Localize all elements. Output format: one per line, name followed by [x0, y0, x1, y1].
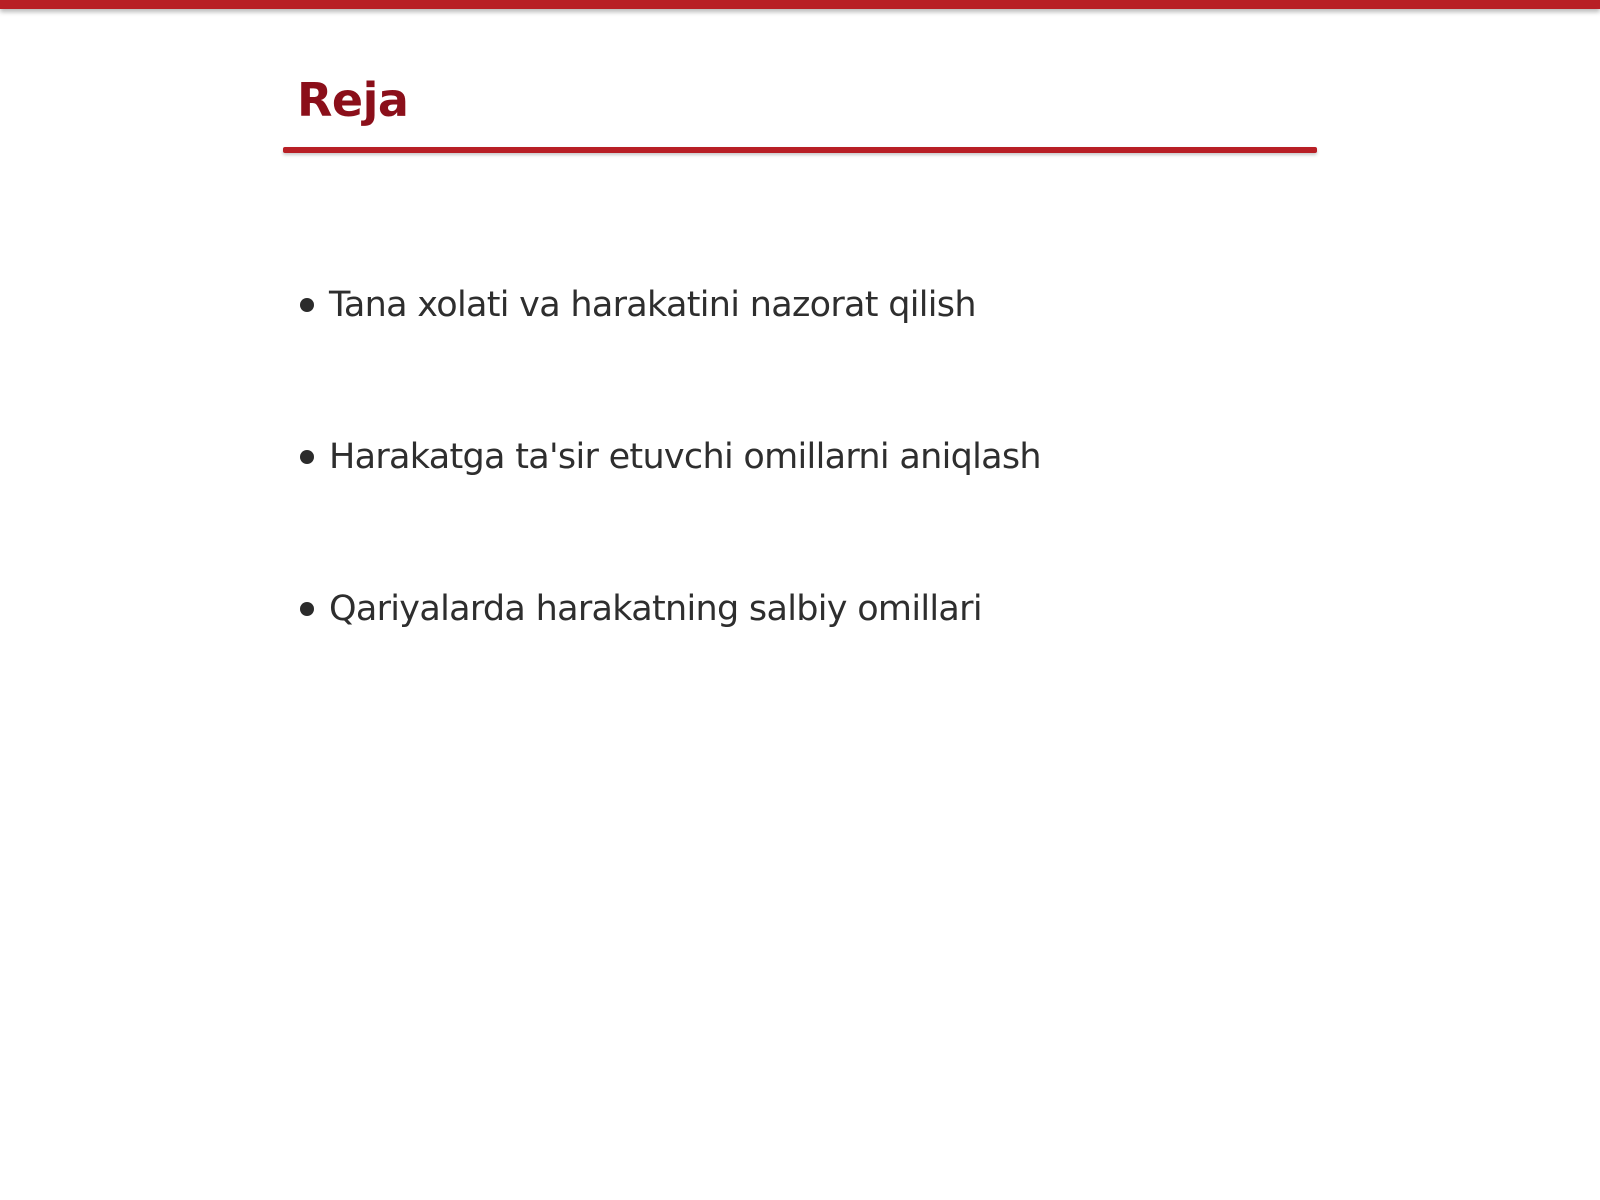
bullet-icon	[300, 298, 314, 312]
list-item	[300, 275, 1300, 335]
slide-title: Reja	[297, 73, 409, 127]
top-accent-bar	[0, 0, 1600, 9]
bullet-text: Harakatga ta'sir etuvchi omillarni aniqlash	[329, 437, 1041, 477]
title-underline	[283, 147, 1317, 153]
list-item	[300, 579, 1300, 639]
bullet-icon	[300, 602, 314, 616]
list-item	[300, 427, 1300, 487]
bullet-text: Qariyalarda harakatning salbiy omillari	[329, 589, 982, 629]
bullet-text: Tana xolati va harakatini nazorat qilish	[329, 285, 976, 325]
bullet-icon	[300, 450, 314, 464]
